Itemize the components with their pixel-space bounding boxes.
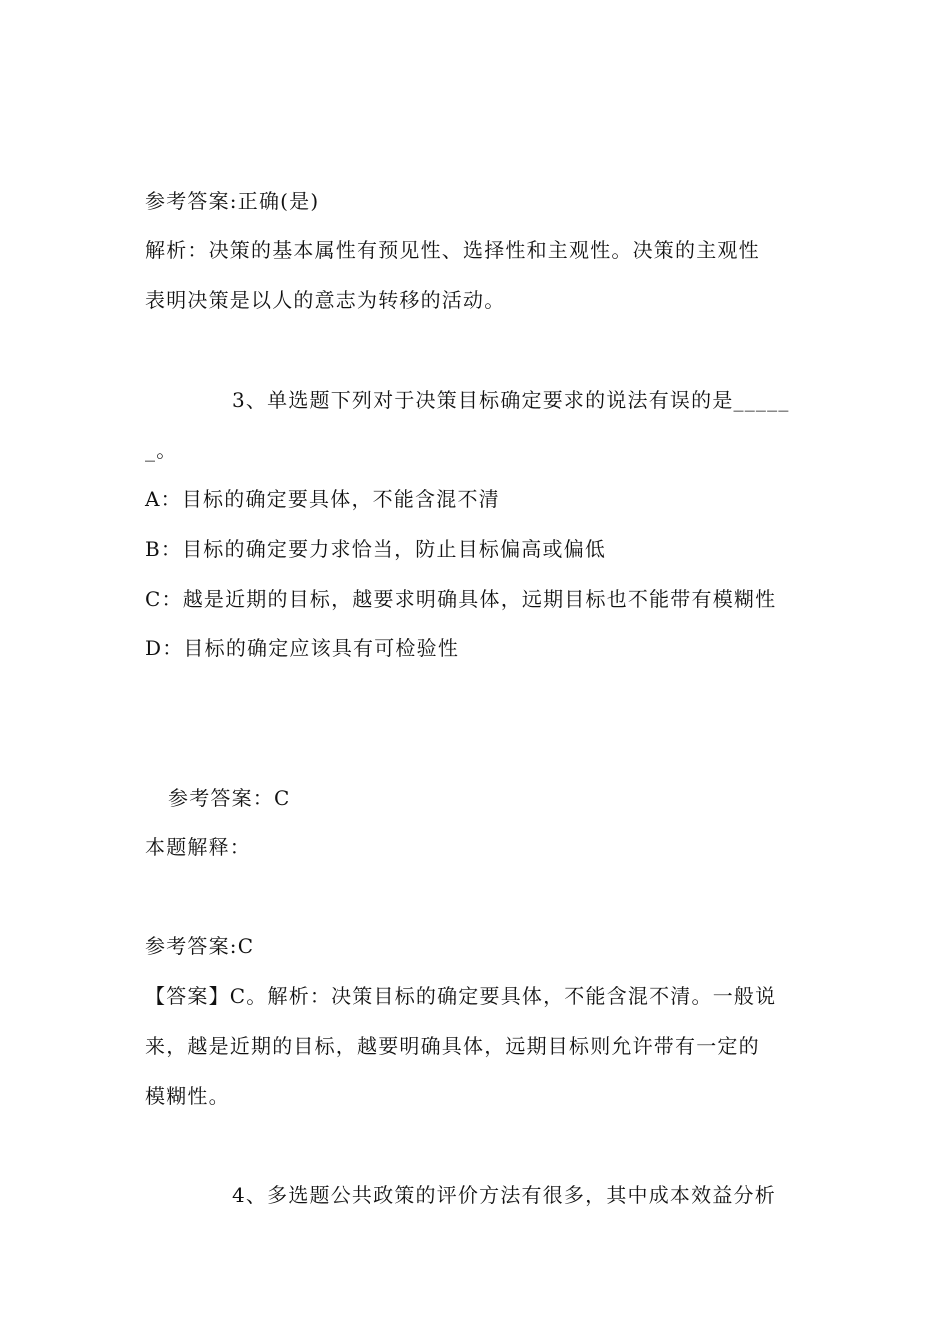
question-3-reference-answer: 参考答案：C: [168, 786, 291, 810]
question-3-detail-line-3: 模糊性。: [145, 1084, 230, 1108]
question-3-stem-line-2: _。: [145, 438, 178, 462]
question-3-stem-line-1: 3、单选题下列对于决策目标确定要求的说法有误的是_____: [232, 388, 790, 412]
previous-answer: 参考答案:正确(是): [145, 189, 320, 213]
question-3-reference-answer-repeat: 参考答案:C: [145, 934, 255, 958]
question-3-option-c: C：越是近期的目标，越要求明确具体，远期目标也不能带有模糊性: [145, 587, 777, 611]
question-3-detail-line-2: 来，越是近期的目标，越要明确具体，远期目标则允许带有一定的: [145, 1034, 760, 1058]
question-4-stem-line-1: 4、多选题公共政策的评价方法有很多，其中成本效益分析: [232, 1183, 776, 1207]
previous-explanation-line-2: 表明决策是以人的意志为转移的活动。: [145, 288, 506, 312]
question-3-option-d: D：目标的确定应该具有可检验性: [145, 636, 460, 660]
previous-explanation-line-1: 解析：决策的基本属性有预见性、选择性和主观性。决策的主观性: [145, 238, 760, 262]
question-3-detail-line-1: 【答案】C。解析：决策目标的确定要具体，不能含混不清。一般说: [145, 984, 777, 1008]
question-3-explanation-label: 本题解释：: [145, 835, 251, 859]
question-3-option-a: A：目标的确定要具体，不能含混不清: [145, 487, 500, 511]
question-3-option-b: B：目标的确定要力求恰当，防止目标偏高或偏低: [145, 537, 607, 561]
